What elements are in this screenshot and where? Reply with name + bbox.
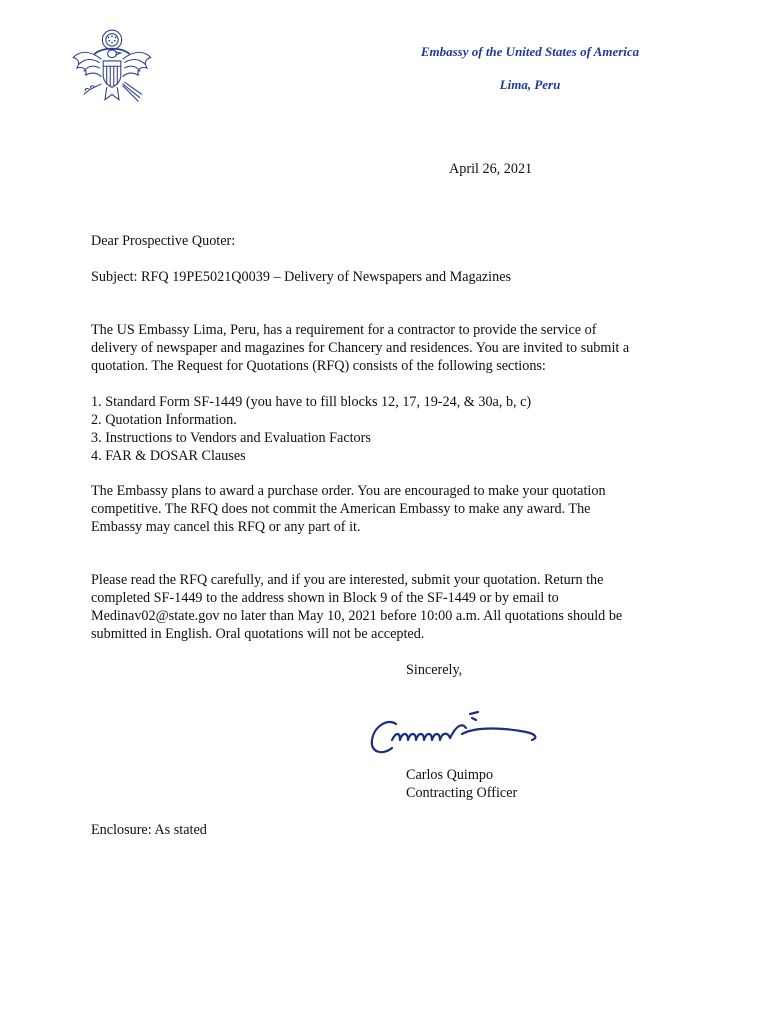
list-item: 3. Instructions to Vendors and Evaluation Factors bbox=[91, 430, 371, 446]
paragraph-line: completed SF-1449 to the address shown in Block 9 of the SF-1449 or by email to bbox=[91, 590, 559, 606]
paragraph-line: delivery of newspaper and magazines for Chancery and residences. You are invited to submit a bbox=[91, 340, 630, 356]
paragraph-line: The US Embassy Lima, Peru, has a requirement for a contractor to provide the service of bbox=[91, 322, 597, 338]
signer-name: Carlos Quimpo bbox=[406, 767, 494, 783]
list-item: 1. Standard Form SF-1449 (you have to fill blocks 12, 17, 19-24, & 30a, b, c) bbox=[91, 394, 532, 410]
closing: Sincerely, bbox=[406, 662, 463, 678]
paragraph-line: quotation. The Request for Quotations (RFQ) consists of the following sections: bbox=[91, 358, 546, 374]
rfq-sections-list bbox=[91, 393, 531, 465]
paragraph-line: competitive. The RFQ does not commit the American Embassy to make any award. The bbox=[91, 501, 591, 517]
letter-date: April 26, 2021 bbox=[449, 161, 533, 177]
paragraph-line: submitted in English. Oral quotations will not be accepted. bbox=[91, 626, 425, 642]
letterhead-embassy-name: Embassy of the United States of America bbox=[420, 44, 640, 59]
great-seal-icon bbox=[68, 24, 156, 112]
signer-title: Contracting Officer bbox=[406, 785, 518, 801]
paragraph-line: Embassy may cancel this RFQ or any part of it. bbox=[91, 519, 361, 535]
paragraph-line: Please read the RFQ carefully, and if you are interested, submit your quotation. Return the bbox=[91, 572, 604, 588]
enclosure-note: Enclosure: As stated bbox=[91, 822, 207, 838]
submission-paragraph bbox=[91, 571, 622, 643]
subject-line: Subject: RFQ 19PE5021Q0039 – Delivery of Newspapers and Magazines bbox=[91, 269, 512, 285]
paragraph-line: Medinav02@state.gov no later than May 10, 2021 before 10:00 a.m. All quotations should be bbox=[91, 608, 623, 624]
handwritten-signature bbox=[366, 704, 546, 760]
list-item: 2. Quotation Information. bbox=[91, 412, 237, 428]
signer-block bbox=[406, 766, 517, 802]
award-paragraph bbox=[91, 482, 606, 536]
salutation: Dear Prospective Quoter: bbox=[91, 233, 236, 249]
list-item: 4. FAR & DOSAR Clauses bbox=[91, 448, 246, 464]
intro-paragraph bbox=[91, 321, 629, 375]
paragraph-line: The Embassy plans to award a purchase order. You are encouraged to make your quotation bbox=[91, 483, 606, 499]
letterhead-location: Lima, Peru bbox=[499, 77, 561, 92]
